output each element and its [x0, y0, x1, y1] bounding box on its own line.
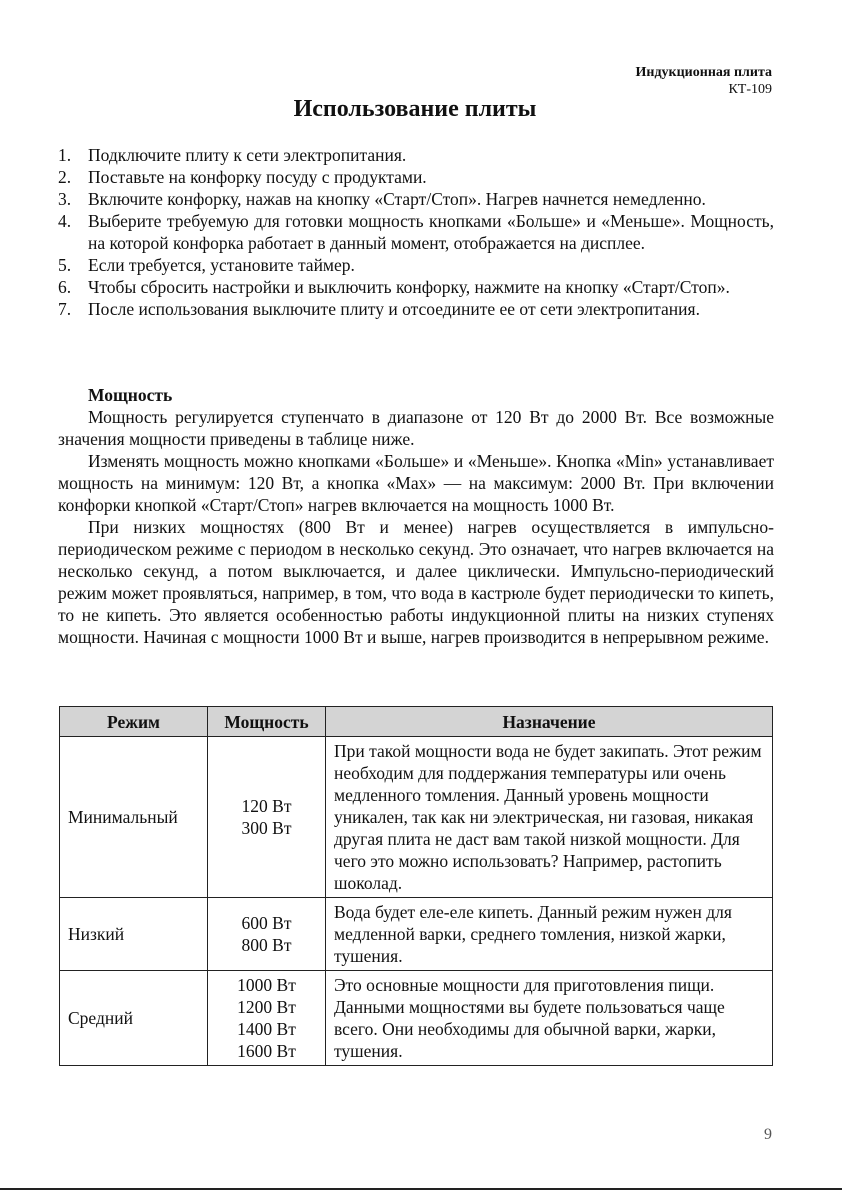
step-item	[58, 210, 774, 254]
column-header-purpose: Назначение	[326, 707, 773, 737]
power-value: 800 Вт	[241, 935, 292, 955]
mode-cell: Низкий	[60, 898, 208, 971]
step-text: После использования выключите плиту и отсоедините ее от сети электропитания.	[88, 299, 700, 319]
page-bottom-rule	[0, 1188, 842, 1190]
power-cell	[208, 737, 326, 898]
step-number: 4.	[58, 211, 72, 231]
section-heading: Мощность	[88, 385, 173, 405]
power-value: 1000 Вт	[237, 975, 296, 995]
header-model: КТ-109	[728, 82, 772, 97]
step-number: 2.	[58, 167, 72, 187]
purpose-cell: Вода будет еле-еле кипеть. Данный режим нужен для медленной варки, среднего томления, низкой жарки, тушения.	[326, 898, 773, 971]
step-text: Подключите плиту к сети электропитания.	[88, 145, 407, 165]
step-item	[58, 144, 774, 166]
step-text: Чтобы сбросить настройки и выключить конфорку, нажмите на кнопку «Старт/Стоп».	[88, 277, 730, 297]
power-cell	[208, 898, 326, 971]
step-text: Поставьте на конфорку посуду с продуктами.	[88, 167, 427, 187]
step-item	[58, 298, 774, 320]
step-number: 3.	[58, 189, 72, 209]
step-item	[58, 276, 774, 298]
power-value: 600 Вт	[241, 913, 292, 933]
paragraph: Мощность регулируется ступенчато в диапазоне от 120 Вт до 2000 Вт. Все возможные значения мощности приведены в таблице ниже.	[58, 407, 774, 449]
page-title: Использование плиты	[293, 96, 537, 122]
table-header-row	[60, 707, 773, 737]
mode-cell: Средний	[60, 971, 208, 1066]
power-value: 1400 Вт	[237, 1019, 296, 1039]
table-row	[60, 737, 773, 898]
step-item	[58, 254, 774, 276]
table-row	[60, 971, 773, 1066]
power-value: 1200 Вт	[237, 997, 296, 1017]
step-text: Если требуется, установите таймер.	[88, 255, 355, 275]
column-header-power: Мощность	[208, 707, 326, 737]
header-product: Индукционная плита	[635, 65, 772, 80]
power-cell	[208, 971, 326, 1066]
column-header-mode: Режим	[60, 707, 208, 737]
step-number: 7.	[58, 299, 72, 319]
step-text: Выберите требуемую для готовки мощность кнопками «Больше» и «Меньше». Мощность, на которой конфорка работает в данный момент, отображается на дисплее.	[88, 211, 774, 253]
step-item	[58, 166, 774, 188]
table-row	[60, 898, 773, 971]
step-item	[58, 188, 774, 210]
power-modes-table	[59, 706, 773, 1066]
document-header	[636, 64, 772, 98]
step-number: 5.	[58, 255, 72, 275]
step-number: 1.	[58, 145, 72, 165]
purpose-cell: При такой мощности вода не будет закипать. Этот режим необходим для поддержания температуры или очень медленного томления. Данный уровень мощности уникален, так как ни электрическая, ни газовая, никакая другая плита не даст вам такой низкой мощности. Для чего это можно использовать? Например, растопить шоколад.	[326, 737, 773, 898]
power-section	[58, 384, 774, 648]
page-number: 9	[764, 1126, 772, 1143]
purpose-cell: Это основные мощности для приготовления пищи. Данными мощностями вы будете пользоваться чаще всего. Они необходимы для обычной варки, жарки, тушения.	[326, 971, 773, 1066]
step-number: 6.	[58, 277, 72, 297]
paragraph: При низких мощностях (800 Вт и менее) нагрев осуществляется в импульсно-периодическом режиме с периодом в несколько секунд. Это означает, что нагрев включается на несколько секунд, а потом выключается, и далее циклически. Импульсно-периодический режим может проявляться, например, в том, что вода в кастрюле будет периодически то кипеть, то не кипеть. Это является особенностью работы индукционной плиты на низких ступенях мощности. Начиная с мощности 1000 Вт и выше, нагрев производится в непрерывном режиме.	[58, 517, 774, 647]
step-text: Включите конфорку, нажав на кнопку «Старт/Стоп». Нагрев начнется немедленно.	[88, 189, 706, 209]
power-value: 1600 Вт	[237, 1041, 296, 1061]
mode-cell: Минимальный	[60, 737, 208, 898]
steps-list	[58, 144, 774, 320]
power-value: 300 Вт	[241, 818, 292, 838]
power-value: 120 Вт	[241, 796, 292, 816]
paragraph: Изменять мощность можно кнопками «Больше» и «Меньше». Кнопка «Min» устанавливает мощность на минимум: 120 Вт, а кнопка «Max» — на максимум: 2000 Вт. При включении конфорки кнопкой «Старт/Стоп» нагрев включается на мощность 1000 Вт.	[58, 451, 774, 515]
